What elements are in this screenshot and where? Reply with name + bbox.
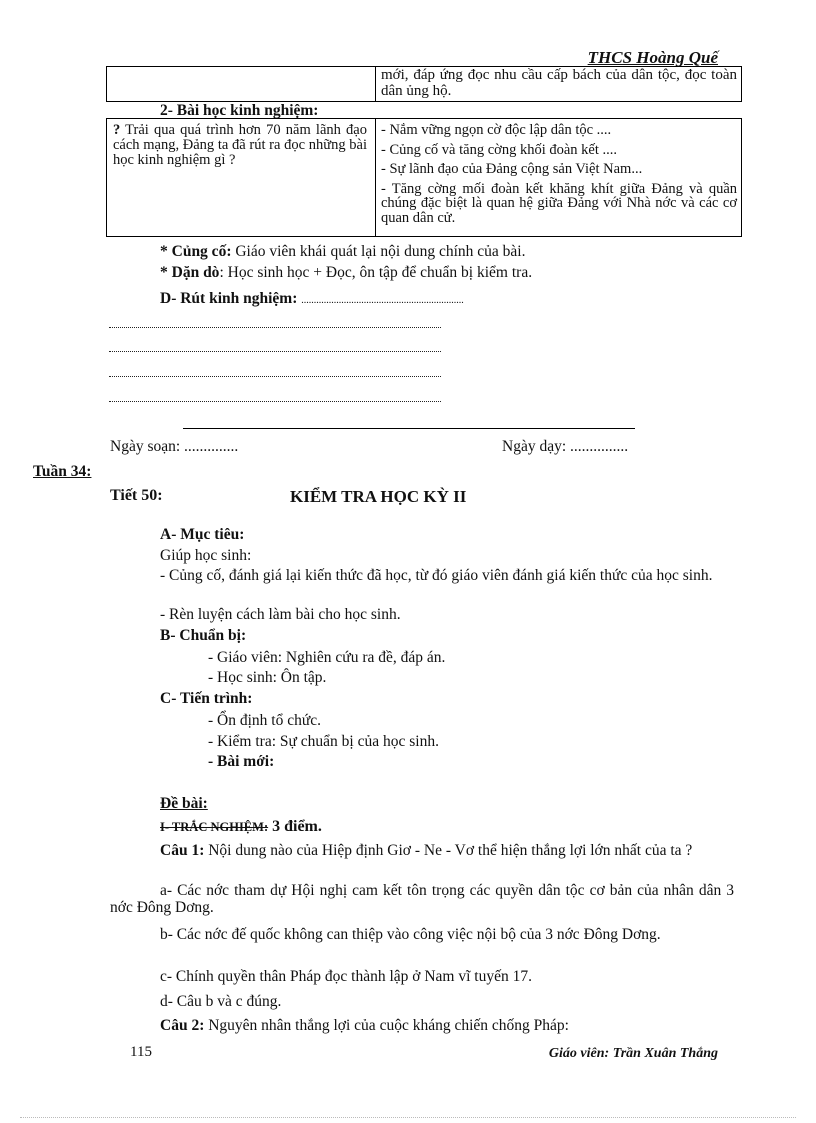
preparation-teacher: - Giáo viên: Nghiên cứu ra đề, đáp án. xyxy=(208,649,446,666)
rutkinh-line xyxy=(160,290,464,309)
dando-line xyxy=(160,264,532,283)
top-table-right-cell: mới, đáp ứng đọc nhu cầu cấp bách của dân tộc, đọc toàn dân ủng hộ. xyxy=(381,67,737,99)
question-1-option-b: b- Các nớc đế quốc không can thiệp vào công việc nội bộ của 3 nớc Đông Dơng. xyxy=(160,926,661,943)
rutkinh-label: D- Rút kinh nghiệm: xyxy=(160,290,298,307)
dotted-line xyxy=(109,401,441,402)
lesson-title: KIỂM TRA HỌC KỲ II xyxy=(290,487,467,506)
objectives-title: A- Mục tiêu: xyxy=(160,526,245,543)
cungco-line xyxy=(160,243,525,262)
lessons-answers xyxy=(381,123,737,225)
objectives-p2: - Rèn luyện cách làm bài cho học sinh. xyxy=(160,606,401,623)
date-taught: Ngày dạy: ............... xyxy=(502,438,629,455)
divider-line xyxy=(183,428,635,429)
question-2-text: Nguyên nhân thắng lợi của cuộc kháng chiến chống Pháp: xyxy=(204,1017,569,1034)
objectives-intro: Giúp học sinh: xyxy=(160,547,252,564)
dando-text: : Học sinh học + Đọc, ôn tập để chuẩn bị kiểm tra. xyxy=(219,264,533,281)
lessons-question xyxy=(113,123,367,168)
answer-item: - Sự lãnh đạo của Đảng cộng sản Việt Nam... xyxy=(381,161,643,177)
question-mark: ? xyxy=(113,122,121,138)
dotted-line xyxy=(109,327,441,328)
top-table xyxy=(106,66,742,102)
answer-item: - Củng cố và tăng cờng khối đoàn kết .... xyxy=(381,141,617,158)
question-1-label: Câu 1: xyxy=(160,842,205,859)
objectives-p1: - Củng cố, đánh giá lại kiến thức đã học, từ đó giáo viên đánh giá kiến thức của học sinh. xyxy=(160,567,713,584)
answer-item: - Tăng cờng mối đoàn kết khăng khít giữa Đảng và quần chúng đặc biệt là quan hệ giữa Đảng với Nhà nớc và các cơ quan dân cử. xyxy=(381,180,737,226)
cungco-text: Giáo viên khái quát lại nội dung chính của bài. xyxy=(231,243,526,260)
process-item: - Kiểm tra: Sự chuẩn bị của học sinh. xyxy=(208,733,439,750)
process-title: C- Tiến trình: xyxy=(160,690,253,707)
question-2 xyxy=(160,1017,569,1036)
date-prepared: Ngày soạn: .............. xyxy=(110,438,239,455)
dotted-line xyxy=(109,351,441,352)
question-1 xyxy=(110,842,734,859)
cungco-label: * Củng cố: xyxy=(160,243,232,260)
table-divider xyxy=(375,119,376,236)
preparation-student: - Học sinh: Ôn tập. xyxy=(208,669,327,686)
school-header: THCS Hoàng Quế xyxy=(587,48,718,67)
rutkinh-dots: ................................................................. xyxy=(301,295,464,306)
lesson-number: Tiết 50: xyxy=(110,487,163,504)
process-item: - Ổn định tổ chức. xyxy=(208,712,322,729)
section-lessons-title: 2- Bài học kinh nghiệm: xyxy=(160,102,319,119)
page-bottom-border xyxy=(20,1117,796,1118)
table-divider xyxy=(375,67,376,101)
part1-line xyxy=(160,817,322,837)
answer-item: - Nắm vững ngọn cờ độc lập dân tộc .... xyxy=(381,122,612,138)
preparation-title: B- Chuẩn bị: xyxy=(160,627,247,644)
process-item: - Bài mới: xyxy=(208,753,275,770)
question-1-text: Nội dung nào của Hiệp định Giơ - Ne - Vơ thể hiện thắng lợi lớn nhất của ta ? xyxy=(204,842,693,859)
question-text: Trải qua quá trình hơn 70 năm lãnh đạo cách mạng, Đảng ta đã rút ra đọc những bài học kinh nghiệm gì ? xyxy=(113,122,367,168)
question-1-option-a: a- Các nớc tham dự Hội nghị cam kết tôn trọng các quyền dân tộc cơ bản của nhân dân 3 nớc Đông Dơng. xyxy=(110,882,734,916)
lessons-table xyxy=(106,118,742,237)
question-1-option-c: c- Chính quyền thân Pháp đọc thành lập ở Nam vĩ tuyến 17. xyxy=(160,968,532,985)
dando-label: * Dặn dò xyxy=(160,264,220,281)
part1-label: I- TRẮC NGHIỆM: xyxy=(160,820,269,834)
part1-score: 3 điểm. xyxy=(268,818,322,835)
week-label: Tuần 34: xyxy=(33,463,92,480)
page-number: 115 xyxy=(130,1044,152,1060)
teacher-footer: Giáo viên: Trần Xuân Thắng xyxy=(548,1046,718,1061)
exam-title: Đề bài: xyxy=(160,795,208,812)
dotted-line xyxy=(109,376,441,377)
question-2-label: Câu 2: xyxy=(160,1017,205,1034)
question-1-option-d: d- Câu b và c đúng. xyxy=(160,993,282,1010)
